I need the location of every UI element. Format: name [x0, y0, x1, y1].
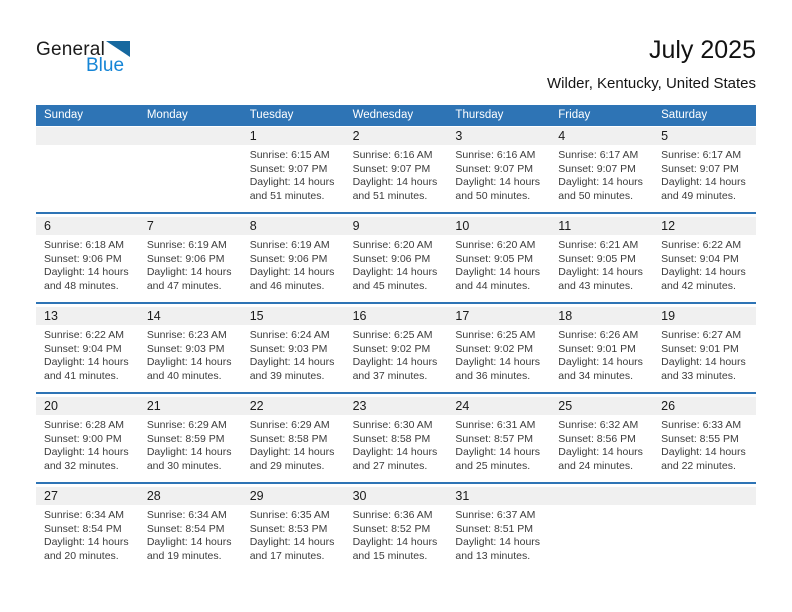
sunrise-text: Sunrise: 6:34 AM — [146, 509, 227, 521]
sunset-text: Sunset: 8:57 PM — [455, 432, 534, 445]
day-number: 12 — [661, 219, 676, 233]
daylight-text-cont: and 27 minutes. — [352, 459, 428, 472]
calendar-cell-3 — [447, 127, 550, 212]
daylight-text: Daylight: 14 hours — [146, 446, 232, 459]
sunrise-text: Sunrise: 6:24 AM — [249, 329, 330, 341]
day-number-band — [447, 397, 550, 415]
week-row — [36, 127, 756, 212]
sunset-text: Sunset: 9:06 PM — [249, 252, 328, 265]
day-number: 4 — [558, 129, 566, 143]
sunset-text: Sunset: 9:00 PM — [44, 432, 122, 445]
day-number-band — [36, 307, 139, 325]
daylight-text: Daylight: 14 hours — [249, 356, 335, 369]
sunset-text: Sunset: 8:58 PM — [249, 432, 328, 445]
calendar-cell-empty — [36, 127, 139, 212]
calendar-cell-1 — [242, 127, 345, 212]
sunrise-text: Sunrise: 6:30 AM — [352, 419, 433, 431]
day-details — [139, 415, 242, 473]
general-blue-logo — [36, 40, 130, 75]
daylight-text-cont: and 37 minutes. — [352, 369, 428, 382]
day-details — [653, 325, 756, 383]
sunrise-text: Sunrise: 6:18 AM — [44, 239, 124, 251]
day-number-band — [447, 487, 550, 505]
day-details — [345, 415, 448, 473]
sunset-text: Sunset: 8:56 PM — [558, 432, 636, 445]
day-number-band — [242, 487, 345, 505]
day-header-friday: Friday — [558, 109, 591, 121]
daylight-text: Daylight: 14 hours — [455, 266, 541, 279]
calendar-cell-12 — [653, 217, 756, 302]
sunset-text: Sunset: 9:06 PM — [146, 252, 225, 265]
sunset-text: Sunset: 9:01 PM — [558, 342, 636, 355]
daylight-text-cont: and 49 minutes. — [661, 189, 736, 202]
day-details — [345, 325, 448, 383]
sunrise-text: Sunrise: 6:22 AM — [44, 329, 124, 341]
daylight-text-cont: and 40 minutes. — [146, 369, 222, 382]
day-details — [242, 505, 345, 563]
logo-text-general: General — [36, 39, 105, 60]
daylight-text-cont: and 17 minutes. — [249, 549, 325, 562]
daylight-text-cont: and 13 minutes. — [455, 549, 531, 562]
calendar-cell-18 — [550, 307, 653, 392]
daylight-text-cont: and 44 minutes. — [455, 279, 531, 292]
daylight-text: Daylight: 14 hours — [558, 446, 643, 459]
daylight-text: Daylight: 14 hours — [249, 446, 335, 459]
day-header-thursday: Thursday — [455, 109, 504, 121]
calendar-cell-28 — [139, 487, 242, 572]
day-number-band — [653, 217, 756, 235]
day-details — [653, 415, 756, 473]
day-details — [242, 235, 345, 293]
day-details — [242, 415, 345, 473]
day-number-band — [139, 127, 242, 145]
day-number-band — [653, 127, 756, 145]
sunset-text: Sunset: 8:58 PM — [352, 432, 431, 445]
sunrise-text: Sunrise: 6:19 AM — [146, 239, 227, 251]
sunrise-text: Sunrise: 6:16 AM — [352, 149, 433, 161]
day-details — [550, 325, 653, 383]
title-block — [547, 36, 756, 92]
daylight-text: Daylight: 14 hours — [352, 356, 438, 369]
sunset-text: Sunset: 9:06 PM — [352, 252, 431, 265]
location-subtitle: Wilder, Kentucky, United States — [547, 75, 756, 92]
day-header-wednesday: Wednesday — [352, 109, 414, 121]
daylight-text-cont: and 36 minutes. — [455, 369, 531, 382]
day-header-saturday: Saturday — [661, 109, 708, 121]
sunset-text: Sunset: 9:06 PM — [44, 252, 122, 265]
day-number: 21 — [146, 399, 161, 413]
page-header — [36, 36, 756, 98]
day-number-band — [653, 307, 756, 325]
day-details — [653, 145, 756, 203]
day-number-band — [345, 217, 448, 235]
day-number-band — [139, 487, 242, 505]
day-details — [36, 235, 139, 293]
daylight-text-cont: and 20 minutes. — [44, 549, 119, 562]
sunrise-text: Sunrise: 6:17 AM — [661, 149, 742, 161]
day-number: 25 — [558, 399, 573, 413]
day-number-band — [550, 127, 653, 145]
day-header-monday: Monday — [146, 109, 188, 121]
sunrise-text: Sunrise: 6:17 AM — [558, 149, 639, 161]
day-number-band — [242, 217, 345, 235]
day-number-band — [653, 397, 756, 415]
day-number: 16 — [352, 309, 367, 323]
daylight-text-cont: and 15 minutes. — [352, 549, 428, 562]
calendar-cell-empty — [653, 487, 756, 572]
day-number: 19 — [661, 309, 676, 323]
day-number-band — [345, 487, 448, 505]
day-number-band — [345, 307, 448, 325]
daylight-text: Daylight: 14 hours — [455, 356, 541, 369]
day-number: 5 — [661, 129, 669, 143]
day-details — [550, 235, 653, 293]
daylight-text-cont: and 47 minutes. — [146, 279, 222, 292]
daylight-text: Daylight: 14 hours — [249, 266, 335, 279]
sunset-text: Sunset: 8:54 PM — [146, 522, 225, 535]
sunset-text: Sunset: 9:02 PM — [352, 342, 431, 355]
calendar-weeks — [36, 127, 756, 572]
sunset-text: Sunset: 8:59 PM — [146, 432, 225, 445]
day-number-band — [345, 397, 448, 415]
daylight-text-cont: and 42 minutes. — [661, 279, 736, 292]
day-number-band — [139, 217, 242, 235]
day-number: 9 — [352, 219, 360, 233]
day-number-band — [242, 127, 345, 145]
daylight-text-cont: and 50 minutes. — [558, 189, 633, 202]
daylight-text-cont: and 30 minutes. — [146, 459, 222, 472]
calendar-cell-24 — [447, 397, 550, 482]
sunset-text: Sunset: 9:02 PM — [455, 342, 534, 355]
calendar-cell-14 — [139, 307, 242, 392]
calendar-cell-27 — [36, 487, 139, 572]
daylight-text: Daylight: 14 hours — [146, 266, 232, 279]
day-details — [447, 235, 550, 293]
daylight-text: Daylight: 14 hours — [558, 176, 643, 189]
daylight-text: Daylight: 14 hours — [146, 536, 232, 549]
sunrise-text: Sunrise: 6:23 AM — [146, 329, 227, 341]
daylight-text: Daylight: 14 hours — [44, 536, 129, 549]
daylight-text: Daylight: 14 hours — [352, 176, 438, 189]
day-number-band — [447, 307, 550, 325]
daylight-text: Daylight: 14 hours — [558, 356, 643, 369]
daylight-text: Daylight: 14 hours — [455, 176, 541, 189]
day-details — [653, 235, 756, 293]
day-number-band — [447, 217, 550, 235]
day-number-band — [550, 217, 653, 235]
day-header-tuesday: Tuesday — [249, 109, 294, 121]
daylight-text: Daylight: 14 hours — [661, 356, 746, 369]
daylight-text-cont: and 39 minutes. — [249, 369, 325, 382]
day-number: 30 — [352, 489, 367, 503]
calendar-cell-7 — [139, 217, 242, 302]
day-number-band — [139, 397, 242, 415]
daylight-text-cont: and 32 minutes. — [44, 459, 119, 472]
day-number: 23 — [352, 399, 367, 413]
calendar-cell-13 — [36, 307, 139, 392]
day-number-band — [36, 397, 139, 415]
day-number: 31 — [455, 489, 470, 503]
calendar-cell-empty — [550, 487, 653, 572]
sunset-text: Sunset: 9:07 PM — [661, 162, 739, 175]
day-number-band — [36, 217, 139, 235]
daylight-text-cont: and 46 minutes. — [249, 279, 325, 292]
day-number: 8 — [249, 219, 257, 233]
sunrise-text: Sunrise: 6:16 AM — [455, 149, 536, 161]
calendar-cell-29 — [242, 487, 345, 572]
daylight-text: Daylight: 14 hours — [661, 266, 746, 279]
sunrise-text: Sunrise: 6:29 AM — [146, 419, 227, 431]
daylight-text: Daylight: 14 hours — [558, 266, 643, 279]
daylight-text: Daylight: 14 hours — [455, 446, 541, 459]
day-number-band — [345, 127, 448, 145]
sunset-text: Sunset: 9:07 PM — [455, 162, 534, 175]
sunrise-text: Sunrise: 6:36 AM — [352, 509, 433, 521]
day-number: 10 — [455, 219, 470, 233]
daylight-text-cont: and 33 minutes. — [661, 369, 736, 382]
calendar-cell-9 — [345, 217, 448, 302]
calendar-cell-5 — [653, 127, 756, 212]
calendar-cell-2 — [345, 127, 448, 212]
week-row — [36, 212, 756, 302]
calendar-cell-16 — [345, 307, 448, 392]
sunrise-text: Sunrise: 6:32 AM — [558, 419, 639, 431]
daylight-text: Daylight: 14 hours — [455, 536, 541, 549]
daylight-text-cont: and 25 minutes. — [455, 459, 531, 472]
sunrise-text: Sunrise: 6:37 AM — [455, 509, 536, 521]
day-number-band — [36, 487, 139, 505]
daylight-text: Daylight: 14 hours — [249, 176, 335, 189]
day-of-week-header-row — [36, 105, 756, 126]
day-details — [139, 505, 242, 563]
day-number-band — [653, 487, 756, 505]
sunrise-text: Sunrise: 6:27 AM — [661, 329, 742, 341]
calendar-cell-26 — [653, 397, 756, 482]
sunrise-text: Sunrise: 6:29 AM — [249, 419, 330, 431]
day-number-band — [550, 487, 653, 505]
day-number: 27 — [44, 489, 58, 503]
sunset-text: Sunset: 9:01 PM — [661, 342, 739, 355]
day-number: 1 — [249, 129, 257, 143]
sunset-text: Sunset: 9:05 PM — [558, 252, 636, 265]
day-number: 29 — [249, 489, 264, 503]
day-number: 6 — [44, 219, 51, 233]
sunrise-text: Sunrise: 6:28 AM — [44, 419, 124, 431]
sunset-text: Sunset: 8:53 PM — [249, 522, 328, 535]
day-details — [242, 325, 345, 383]
day-details — [447, 505, 550, 563]
calendar-cell-6 — [36, 217, 139, 302]
day-number: 3 — [455, 129, 463, 143]
calendar-cell-23 — [345, 397, 448, 482]
day-details — [550, 145, 653, 203]
day-details — [36, 325, 139, 383]
day-number: 18 — [558, 309, 573, 323]
day-details — [550, 415, 653, 473]
sunset-text: Sunset: 9:07 PM — [249, 162, 328, 175]
day-number-band — [550, 307, 653, 325]
day-details — [345, 235, 448, 293]
page-title: July 2025 — [648, 36, 756, 64]
sunset-text: Sunset: 8:55 PM — [661, 432, 739, 445]
sunset-text: Sunset: 9:03 PM — [146, 342, 225, 355]
daylight-text-cont: and 41 minutes. — [44, 369, 119, 382]
day-details — [36, 505, 139, 563]
sunrise-text: Sunrise: 6:25 AM — [455, 329, 536, 341]
calendar-cell-15 — [242, 307, 345, 392]
daylight-text: Daylight: 14 hours — [249, 536, 335, 549]
sunrise-text: Sunrise: 6:15 AM — [249, 149, 330, 161]
sunset-text: Sunset: 8:52 PM — [352, 522, 431, 535]
day-details — [139, 325, 242, 383]
sunrise-text: Sunrise: 6:33 AM — [661, 419, 742, 431]
day-number: 7 — [146, 219, 154, 233]
daylight-text-cont: and 48 minutes. — [44, 279, 119, 292]
daylight-text: Daylight: 14 hours — [661, 446, 746, 459]
calendar-cell-25 — [550, 397, 653, 482]
daylight-text-cont: and 50 minutes. — [455, 189, 531, 202]
calendar-cell-10 — [447, 217, 550, 302]
day-number: 13 — [44, 309, 58, 323]
daylight-text-cont: and 43 minutes. — [558, 279, 633, 292]
daylight-text-cont: and 19 minutes. — [146, 549, 222, 562]
day-number-band — [550, 397, 653, 415]
week-row — [36, 392, 756, 482]
sunset-text: Sunset: 9:07 PM — [352, 162, 431, 175]
day-details — [36, 415, 139, 473]
daylight-text: Daylight: 14 hours — [44, 356, 129, 369]
sunset-text: Sunset: 9:04 PM — [661, 252, 739, 265]
day-details — [345, 505, 448, 563]
week-row — [36, 482, 756, 572]
sunrise-text: Sunrise: 6:22 AM — [661, 239, 742, 251]
daylight-text: Daylight: 14 hours — [44, 446, 129, 459]
calendar-cell-empty — [139, 127, 242, 212]
daylight-text-cont: and 51 minutes. — [352, 189, 428, 202]
sunset-text: Sunset: 9:07 PM — [558, 162, 636, 175]
calendar-cell-11 — [550, 217, 653, 302]
day-number-band — [242, 307, 345, 325]
sunset-text: Sunset: 9:05 PM — [455, 252, 534, 265]
sunset-text: Sunset: 9:03 PM — [249, 342, 328, 355]
daylight-text-cont: and 45 minutes. — [352, 279, 428, 292]
day-number: 14 — [146, 309, 161, 323]
week-row — [36, 302, 756, 392]
daylight-text: Daylight: 14 hours — [146, 356, 232, 369]
day-details — [447, 415, 550, 473]
sunset-text: Sunset: 8:54 PM — [44, 522, 122, 535]
calendar-cell-30 — [345, 487, 448, 572]
daylight-text-cont: and 22 minutes. — [661, 459, 736, 472]
day-number: 11 — [558, 219, 572, 233]
day-number: 22 — [249, 399, 264, 413]
calendar-cell-19 — [653, 307, 756, 392]
calendar-cell-8 — [242, 217, 345, 302]
sunrise-text: Sunrise: 6:20 AM — [352, 239, 433, 251]
daylight-text-cont: and 51 minutes. — [249, 189, 325, 202]
calendar-cell-17 — [447, 307, 550, 392]
sunrise-text: Sunrise: 6:35 AM — [249, 509, 330, 521]
logo-text-blue: Blue — [86, 55, 125, 76]
day-number-band — [139, 307, 242, 325]
calendar-cell-21 — [139, 397, 242, 482]
sunrise-text: Sunrise: 6:25 AM — [352, 329, 433, 341]
sunrise-text: Sunrise: 6:31 AM — [455, 419, 536, 431]
day-details — [139, 235, 242, 293]
day-number-band — [242, 397, 345, 415]
day-number: 28 — [146, 489, 161, 503]
day-number-band — [447, 127, 550, 145]
day-number-band — [36, 127, 139, 145]
day-number: 20 — [44, 399, 58, 413]
day-details — [345, 145, 448, 203]
day-details — [447, 145, 550, 203]
daylight-text: Daylight: 14 hours — [352, 446, 438, 459]
daylight-text-cont: and 29 minutes. — [249, 459, 325, 472]
sunset-text: Sunset: 9:04 PM — [44, 342, 122, 355]
calendar-cell-31 — [447, 487, 550, 572]
daylight-text-cont: and 24 minutes. — [558, 459, 633, 472]
day-number: 15 — [249, 309, 264, 323]
sunrise-text: Sunrise: 6:26 AM — [558, 329, 639, 341]
calendar-cell-20 — [36, 397, 139, 482]
sunrise-text: Sunrise: 6:21 AM — [558, 239, 639, 251]
sunrise-text: Sunrise: 6:34 AM — [44, 509, 124, 521]
calendar-cell-22 — [242, 397, 345, 482]
daylight-text: Daylight: 14 hours — [44, 266, 129, 279]
day-details — [242, 145, 345, 203]
daylight-text-cont: and 34 minutes. — [558, 369, 633, 382]
calendar-table — [36, 105, 756, 572]
sunrise-text: Sunrise: 6:19 AM — [249, 239, 330, 251]
sunset-text: Sunset: 8:51 PM — [455, 522, 534, 535]
day-number: 17 — [455, 309, 470, 323]
daylight-text: Daylight: 14 hours — [661, 176, 746, 189]
day-number: 24 — [455, 399, 470, 413]
day-header-sunday: Sunday — [44, 109, 84, 121]
day-number: 2 — [352, 129, 360, 143]
daylight-text: Daylight: 14 hours — [352, 536, 438, 549]
day-details — [447, 325, 550, 383]
daylight-text: Daylight: 14 hours — [352, 266, 438, 279]
sunrise-text: Sunrise: 6:20 AM — [455, 239, 536, 251]
calendar-cell-4 — [550, 127, 653, 212]
day-number: 26 — [661, 399, 676, 413]
